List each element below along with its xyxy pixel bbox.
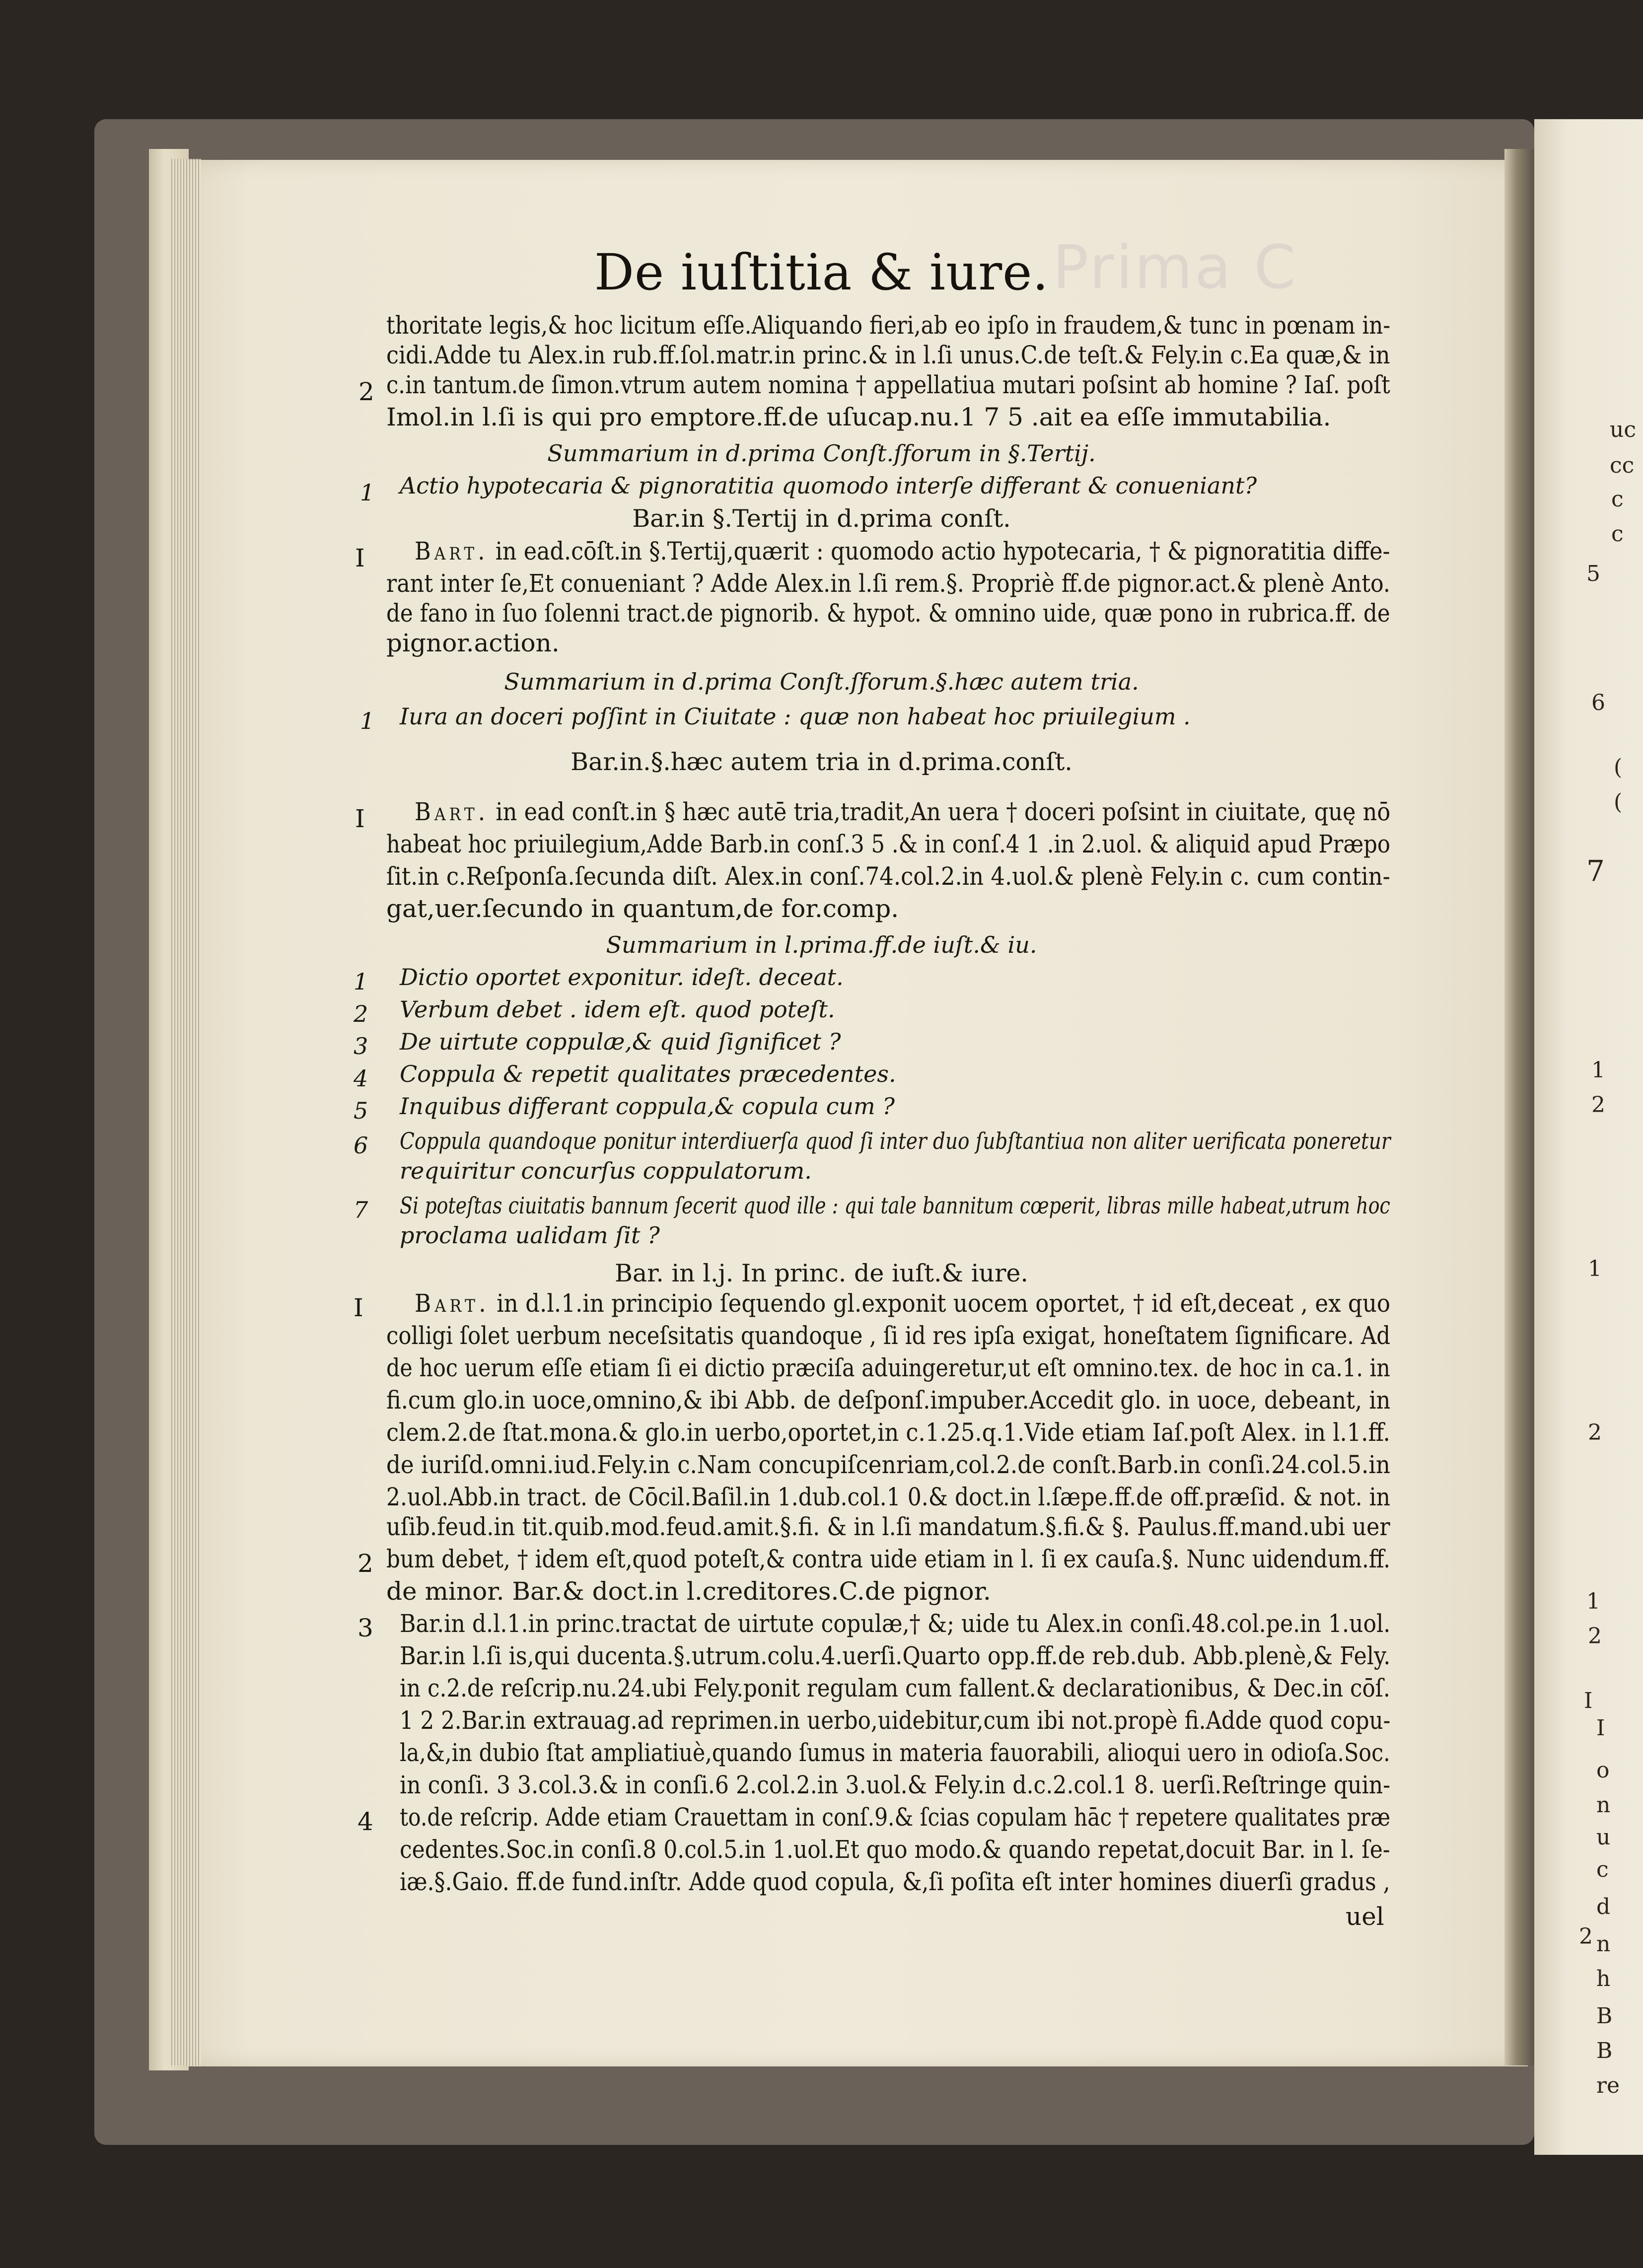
facing-glyph: (: [1614, 755, 1623, 780]
text-line: clem.2.de ſtat.mona.& glo.in uerbo,oportet,in c.1.25.q.1.Vide etiam Iaſ.poſt Alex. in l.1.ff.: [386, 1418, 1390, 1447]
text-line: pignor.action.: [386, 629, 560, 657]
margin-number: I: [354, 1293, 363, 1322]
facing-glyph: 2: [1588, 1624, 1602, 1649]
summary-heading: Summarium in l.prima.ff.de iuſt.& iu.: [606, 931, 1037, 958]
summary-item: proclama ualidam ſit ?: [400, 1222, 660, 1249]
text-line: uſib.feud.in tit.quib.mod.feud.amit.§.fi. & in l.ſi mandatum.§.fi.& §. Paulus.ff.mand.ubi uer: [386, 1512, 1390, 1541]
text-line: rant inter ſe,Et conueniant ? Adde Alex.in l.ſi rem.§. Propriè ff.de pignor.act.& plenè Anto.: [386, 569, 1391, 598]
book-gutter: [1504, 149, 1534, 2065]
facing-glyph: 1: [1586, 1589, 1600, 1614]
facing-page-fragment: [1534, 119, 1643, 2155]
margin-number: 7: [354, 1197, 368, 1223]
summary-item: Inquibus differant coppula,& copula cum ?: [400, 1093, 895, 1120]
text-line: c.in tantum.de ſimon.vtrum autem nomina † appellatiua mutari poſsint ab homine ? Iaſ. poſt: [386, 370, 1390, 399]
text-line: colligi ſolet uerbum neceſsitatis quandoque , ſi id res ipſa exigat, honeſtatem ſignificare. Ad: [386, 1321, 1391, 1350]
summary-item: Si poteſtas ciuitatis bannum ſecerit quod ille : qui tale bannitum cœperit, libras mille habeat,utrum hoc: [400, 1192, 1390, 1219]
facing-glyph: 2: [1579, 1924, 1593, 1949]
section-heading: Bar.in §.Tertij in d.prima conſt.: [632, 504, 1011, 533]
text-line: thoritate legis,& hoc licitum eſſe.Aliquando fieri,ab eo ipſo in fraudem,& tunc in pœnam in-: [386, 311, 1391, 340]
margin-number: I: [355, 544, 365, 572]
summary-heading: Summarium in d.prima Conſt.ſforum in §.Tertij.: [547, 440, 1096, 467]
facing-glyph: n: [1596, 1931, 1611, 1957]
facing-glyph: I: [1596, 1715, 1605, 1741]
facing-glyph: c: [1611, 487, 1624, 512]
facing-glyph: h: [1596, 1966, 1611, 1991]
facing-glyph: d: [1596, 1894, 1611, 1919]
facing-glyph: o: [1596, 1758, 1610, 1783]
summary-item: Dictio oportet exponitur. ideſt. deceat.: [400, 964, 844, 991]
text-line: [415, 799, 1390, 824]
text-line: Imol.in l.ſi is qui pro emptore.ff.de uſucap.nu.1 7 5 .ait ea eſſe immutabilia.: [386, 403, 1331, 431]
text-line: 1 2 2.Bar.in extrauag.ad reprimen.in uerbo,uidebitur,cum ibi not.propè fi.Adde quod copu-: [400, 1706, 1391, 1735]
text-line: cedentes.Soc.in conſi.8 0.col.5.in 1.uol.Et quo modo.& quando repetat,docuit Bar. in l. ſe-: [400, 1835, 1390, 1864]
section-heading: Bar. in l.j. In princ. de iuſt.& iure.: [615, 1259, 1028, 1287]
summary-item: requiritur concurſus coppulatorum.: [400, 1157, 812, 1184]
text-line: de minor. Bar.& doct.in l.creditores.C.de pignor.: [386, 1577, 991, 1606]
bleed-through-text: Prima C: [1053, 233, 1298, 302]
facing-glyph: re: [1596, 2073, 1620, 2098]
summary-item: Verbum debet . idem eſt. quod poteſt.: [400, 996, 835, 1023]
text-line: [415, 539, 1390, 564]
margin-number: 3: [357, 1614, 373, 1642]
facing-glyph: I: [1584, 1688, 1593, 1713]
section-heading: Bar.in.§.hæc autem tria in d.prima.conſt.: [571, 748, 1072, 776]
author-label: Bart.: [415, 1289, 490, 1318]
text-line: la,&,in dubio ſtat ampliatiuè,quando ſumus in materia fauorabili, alioqui uero in odioſa.Soc.: [400, 1738, 1390, 1767]
margin-number: 5: [354, 1097, 368, 1124]
text-line: cidi.Adde tu Alex.in rub.ff.ſol.matr.in princ.& in l.ſi unus.C.de teſt.& Fely.in c.Ea quæ,& in: [386, 341, 1390, 369]
text-line: de iuriſd.omni.iud.Fely.in c.Nam concupiſcenriam,col.2.de conſt.Barb.in conſi.24.col.5.in: [386, 1450, 1390, 1479]
facing-glyph: B: [1596, 2038, 1613, 2063]
summary-item: De uirtute coppulæ,& quid ſignificet ?: [400, 1028, 841, 1055]
text-line: de fano in ſuo ſolenni tract.de pignorib. & hypot. & omnino uide, quæ pono in rubrica.ff. de: [386, 599, 1390, 628]
margin-number: 3: [354, 1033, 368, 1060]
facing-glyph: 1: [1591, 1058, 1605, 1083]
text-fragment: in d.l.1.in principio ſequendo gl.exponit uocem oportet, † id eſt,deceat , ex quo: [497, 1289, 1391, 1318]
text-line: Bar.in l.ſi is,qui ducenta.§.utrum.colu.4.uerſi.Quarto opp.ff.de reb.dub. Abb.plenè,& Fely.: [400, 1641, 1391, 1670]
text-line: habeat hoc priuilegium,Adde Barb.in conſ.3 5 .& in conſ.4 1 .in 2.uol. & aliquid apud Præpo: [386, 830, 1391, 858]
text-line: bum debet, † idem eſt,quod poteſt,& contra uide etiam in l. ſi ex cauſa.§. Nunc uidendum.ff.: [386, 1545, 1391, 1573]
text-fragment: in ead conſt.in § hæc autē tria,tradit,An uera † doceri poſsint in ciuitate, quę nō: [496, 797, 1391, 826]
catchword: uel: [1346, 1902, 1384, 1931]
margin-number: 1: [360, 479, 375, 506]
facing-glyph: c: [1611, 521, 1624, 547]
text-line: in c.2.de reſcrip.nu.24.ubi Fely.ponit regulam cum fallent.& declarationibus, & Dec.in cōſ.: [400, 1674, 1390, 1702]
page-title: De iuſtitia & iure.: [594, 243, 1049, 301]
margin-number: 1: [360, 708, 375, 734]
text-line: ſit.in c.Reſponſa.ſecunda diſt. Alex.in conſ.74.col.2.in 4.uol.& plenè Fely.in c. cum contin-: [386, 862, 1390, 891]
facing-glyph: c: [1596, 1857, 1609, 1882]
margin-number: 4: [354, 1065, 368, 1092]
facing-glyph: 2: [1588, 1420, 1602, 1445]
margin-number: 2: [354, 1000, 368, 1027]
summary-item: Actio hypotecaria & pignoratitia quomodo interſe differant & conueniant?: [400, 472, 1257, 499]
facing-glyph: 1: [1588, 1256, 1602, 1281]
author-label: Bart.: [415, 537, 489, 566]
margin-number: I: [355, 804, 365, 833]
text-line: to.de reſcrip. Adde etiam Crauettam in conſ.9.& ſcias copulam hāc † repetere qualitates præ: [400, 1803, 1391, 1832]
summary-heading: Summarium in d.prima Conſt.ſforum.§.hæc autem tria.: [504, 668, 1139, 695]
text-line: de hoc uerum eſſe etiam ſi ei dictio præciſa aduingeretur,ut eſt omnino.tex. de hoc in ca.1. in: [386, 1353, 1390, 1382]
text-line: in conſi. 3 3.col.3.& in conſi.6 2.col.2.in 3.uol.& Fely.in d.c.2.col.1 8. uerſi.Reſtringe quin-: [400, 1771, 1391, 1799]
text-line: gat,uer.ſecundo in quantum,de for.comp.: [386, 894, 899, 923]
facing-glyph: uc: [1610, 417, 1636, 442]
facing-glyph: 6: [1591, 690, 1605, 715]
text-line: fi.cum glo.in uoce,omnino,& ibi Abb. de deſponſ.impuber.Accedit glo. in uoce, debeant, in: [386, 1386, 1391, 1415]
margin-number: 2: [357, 1549, 373, 1578]
margin-number: 1: [354, 968, 368, 995]
text-line: [415, 1291, 1390, 1316]
text-line: 2.uol.Abb.in tract. de Cōcil.Baſil.in 1.dub.col.1 0.& doct.in l.ſæpe.ff.de off.præſid. & not. in: [386, 1483, 1391, 1511]
facing-glyph: B: [1596, 2003, 1613, 2029]
facing-page-margin: [1534, 119, 1643, 2155]
facing-glyph: cc: [1610, 453, 1635, 478]
margin-number: 2: [358, 377, 374, 406]
facing-glyph: u: [1596, 1825, 1611, 1850]
margin-number: 4: [357, 1807, 373, 1836]
summary-item: Iura an doceri poſſint in Ciuitate : quæ non habeat hoc priuilegium .: [400, 703, 1191, 730]
facing-glyph: 5: [1586, 561, 1600, 586]
text-line: iæ.§.Gaio. ff.de fund.inſtr. Adde quod copula, &,ſi poſita eſt inter homines diuerſi gradus ,: [400, 1867, 1390, 1896]
text-fragment: in ead.cōſt.in §.Tertij,quærit : quomodo actio hypotecaria, † & pignoratitia diffe-: [495, 537, 1390, 566]
margin-number: 6: [354, 1132, 368, 1159]
author-label: Bart.: [415, 797, 489, 826]
facing-glyph: 2: [1591, 1092, 1605, 1118]
facing-glyph: (: [1614, 789, 1623, 815]
text-line: Bar.in d.l.1.in princ.tractat de uirtute copulæ,† &; uide tu Alex.in conſi.48.col.pe.in 1.uol.: [400, 1609, 1391, 1638]
facing-glyph: 7: [1586, 854, 1605, 888]
summary-item: Coppula quandoque ponitur interdiuerſa quod ſi inter duo ſubſtantiua non aliter uerificata poneretur: [400, 1128, 1391, 1154]
facing-glyph: n: [1596, 1792, 1611, 1818]
summary-item: Coppula & repetit qualitates præcedentes.: [400, 1061, 896, 1087]
